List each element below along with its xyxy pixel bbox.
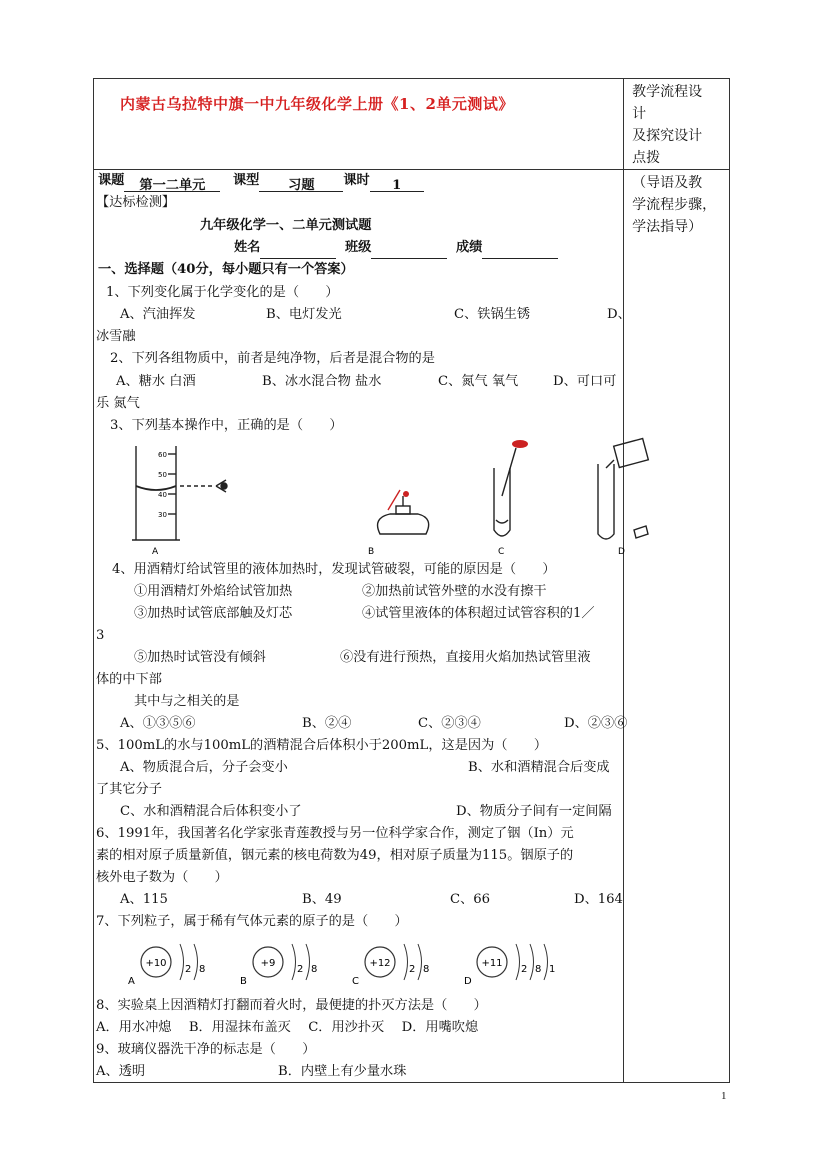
nucleus-charge: +9: [260, 958, 276, 969]
electron-shell-arc: [194, 944, 198, 980]
side-header-line: 计: [632, 106, 647, 122]
side-note-line: 学法指导）: [632, 219, 703, 235]
atom-structure-b: [240, 944, 317, 987]
atom-label: B: [240, 976, 247, 987]
q3-stem: 3、下列基本操作中，正确的是（ ）: [110, 418, 343, 433]
tick-label: 60: [158, 451, 167, 459]
q2-option-a: A、糖水 白酒: [116, 374, 196, 389]
q9-option-a: A、透明: [96, 1064, 146, 1079]
q1-option-d: D、: [607, 307, 631, 322]
electron-shell-arc: [306, 944, 310, 980]
atom-label: C: [352, 976, 359, 987]
tick-label: 40: [158, 491, 167, 499]
page-title: 内蒙古乌拉特中旗一中九年级化学上册《1、2单元测试》: [120, 95, 514, 113]
atom-structure-d: [464, 944, 555, 987]
electron-count: 8: [423, 964, 430, 975]
graduated-cylinder-icon: [132, 446, 227, 540]
q4-item-4-cont: 3: [96, 628, 105, 643]
section-tag: 【达标检测】: [96, 195, 176, 210]
q6-stem-2: 素的相对原子质量新值，铟元素的核电荷数为49，相对原子质量为115。铟原子的: [96, 848, 574, 863]
q2-option-c: C、氮气 氧气: [438, 374, 519, 389]
score-field[interactable]: [482, 242, 558, 259]
side-note-line: （导语及教: [632, 175, 703, 191]
dropper-test-tube-icon: [494, 440, 528, 536]
electron-count: 2: [297, 964, 304, 975]
tick-label: 50: [158, 471, 167, 479]
q5-option-b-cont: 了其它分子: [96, 782, 162, 797]
part1-heading: 一、选择题（40分，每小题只有一个答案）: [98, 262, 354, 277]
fig-label-a: A: [152, 547, 159, 557]
q1-option-d-cont: 冰雪融: [96, 329, 136, 344]
atom-structure-c: [352, 944, 429, 987]
class-label: 班级: [344, 240, 372, 255]
worksheet-table: [93, 78, 730, 1083]
q1-option-a: A、汽油挥发: [120, 307, 196, 322]
q8-options: A．用水冲熄 B．用湿抹布盖灭 C．用沙扑灭 D．用嘴吹熄: [96, 1020, 479, 1035]
q1-option-c: C、铁锅生锈: [454, 307, 531, 322]
electron-count: 2: [409, 964, 416, 975]
fig-label-d: D: [618, 547, 625, 557]
q2-option-d: D、可口可: [553, 374, 617, 389]
electron-shell-arc: [418, 944, 422, 980]
topic-value: 第一二单元: [124, 175, 220, 192]
q6-option-d: D、164: [574, 892, 623, 907]
q6-stem: 6、1991年，我国著名化学家张青莲教授与另一位科学家合作，测定了铟（In）元: [96, 826, 574, 841]
q5-option-b: B、水和酒精混合后变成: [468, 760, 610, 775]
q4-option-b: B、②④: [302, 716, 352, 731]
nucleus-charge: +11: [481, 958, 503, 969]
electron-shell-arc: [404, 944, 408, 980]
q4-item-3: ③加热时试管底部触及灯芯: [134, 606, 293, 621]
side-header-line: 点拨: [632, 150, 661, 166]
q4-item-5: ⑤加热时试管没有倾斜: [134, 650, 266, 665]
q6-option-b: B、49: [302, 892, 342, 907]
electron-count: 2: [185, 964, 192, 975]
title-cell: [94, 79, 624, 170]
nucleus-charge: +10: [145, 958, 167, 969]
name-label: 姓名: [234, 240, 261, 255]
q5-stem: 5、100mL的水与100mL的酒精混合后体积小于200mL，这是因为（ ）: [96, 738, 548, 753]
electron-count: 8: [535, 964, 542, 975]
student-info: [234, 237, 558, 259]
fig-label-c: C: [498, 547, 505, 557]
q4-item-6: ⑥没有进行预热，直接用火焰加热试管里液: [340, 650, 591, 665]
q2-option-b: B、冰水混合物 盐水: [262, 374, 382, 389]
q6-option-a: A、115: [120, 892, 168, 907]
q5-option-c: C、水和酒精混合后体积变小了: [120, 804, 302, 819]
atom-label: D: [464, 976, 472, 987]
electron-shell-arc: [544, 944, 548, 980]
q5-option-a: A、物质混合后，分子会变小: [120, 760, 288, 775]
type-label: 课型: [232, 173, 260, 188]
side-header-line: 及探究设计: [632, 128, 703, 144]
atom-structure-a: [128, 944, 205, 987]
electron-count: 1: [549, 964, 556, 975]
hours-value: 1: [370, 175, 424, 192]
q1-stem: 1、下列变化属于化学变化的是（ ）: [106, 285, 339, 300]
electron-shell-arc: [516, 944, 520, 980]
alcohol-lamp-icon: [378, 490, 429, 534]
q8-stem: 8、实验桌上因酒精灯打翻而着火时，最便捷的扑灭方法是（ ）: [96, 998, 487, 1013]
q4-item-4: ④试管里液体的体积超过试管容积的1／: [362, 606, 595, 621]
page-number: 1: [721, 1090, 727, 1102]
side-note-line: 学流程步骤，: [632, 197, 717, 213]
type-value: 习题: [259, 175, 343, 192]
q4-item-2: ②加热前试管外壁的水没有擦干: [362, 584, 547, 599]
fig-label-b: B: [368, 547, 375, 557]
q5-option-d: D、物质分子间有一定间隔: [456, 804, 612, 819]
hours-label: 课时: [343, 173, 370, 188]
q4-ask: 其中与之相关的是: [134, 694, 240, 709]
q6-option-c: C、66: [450, 892, 491, 907]
q4-stem: 4、用酒精灯给试管里的液体加热时，发现试管破裂，可能的原因是（ ）: [112, 562, 556, 577]
topic-label: 课题: [98, 173, 125, 188]
electron-shell-arc: [292, 944, 296, 980]
meta-line: [98, 170, 424, 192]
side-header-cell: [624, 79, 730, 170]
atom-label: A: [128, 976, 135, 987]
q9-stem: 9、玻璃仪器洗干净的标志是（ ）: [96, 1042, 316, 1057]
content-cell: [94, 170, 631, 1083]
q3-figure: [128, 438, 625, 558]
electron-count: 8: [199, 964, 206, 975]
side-header-line: 教学流程设: [632, 84, 703, 100]
q4-option-d: D、②③⑥: [564, 716, 628, 731]
q2-option-d-cont: 乐 氮气: [96, 396, 140, 411]
q6-stem-3: 核外电子数为（ ）: [96, 870, 228, 885]
q4-item-6-cont: 体的中下部: [96, 672, 162, 687]
q4-option-c: C、②③④: [418, 716, 481, 731]
q4-item-1: ①用酒精灯外焰给试管加热: [134, 584, 293, 599]
electron-count: 2: [521, 964, 528, 975]
electron-shell-arc: [530, 944, 534, 980]
name-field[interactable]: [260, 242, 336, 259]
test-title: 九年级化学一、二单元测试题: [200, 218, 372, 233]
side-note-cell: [624, 170, 730, 1083]
electron-shell-arc: [180, 944, 184, 980]
tick-label: 30: [158, 511, 167, 519]
q1-option-b: B、电灯发光: [266, 307, 342, 322]
q4-option-a: A、①③⑤⑥: [120, 716, 196, 731]
q9-option-b: B．内壁上有少量水珠: [278, 1064, 407, 1079]
electron-count: 8: [311, 964, 318, 975]
score-label: 成绩: [455, 240, 483, 255]
q7-stem: 7、下列粒子，属于稀有气体元素的原子的是（ ）: [96, 914, 408, 929]
nucleus-charge: +12: [369, 958, 391, 969]
class-field[interactable]: [371, 242, 447, 259]
q7-figure: [128, 934, 604, 994]
q2-stem: 2、下列各组物质中，前者是纯净物，后者是混合物的是: [110, 351, 435, 366]
